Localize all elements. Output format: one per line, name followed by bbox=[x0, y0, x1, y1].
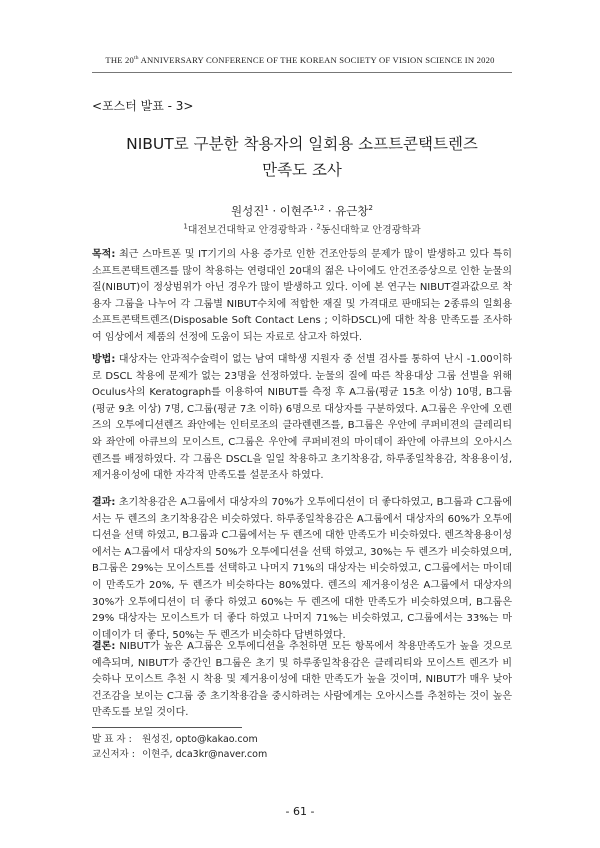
author-3: 유근창 bbox=[335, 204, 369, 218]
footnote-divider bbox=[92, 727, 242, 728]
author-1: 원성진 bbox=[231, 204, 265, 218]
author-1-affil: 1 bbox=[264, 204, 269, 213]
author-2: 이현주 bbox=[279, 204, 314, 218]
title-line-1: NIBUT로 구분한 착용자의 일회용 소프트콘택트렌즈 bbox=[126, 135, 478, 153]
header-divider bbox=[92, 72, 512, 73]
section-conclusion bbox=[92, 639, 512, 722]
affil-2-mark: 2 bbox=[316, 222, 321, 231]
presenter-label: 발 표 자 : bbox=[92, 734, 135, 745]
presenter-row bbox=[92, 732, 267, 747]
corresponding-author-row bbox=[92, 747, 267, 762]
section-purpose-heading: 목적: bbox=[92, 249, 116, 260]
section-conclusion-heading: 결론: bbox=[92, 641, 116, 652]
affiliations bbox=[92, 221, 512, 236]
presenter-value: 원성진, opto@kakao.com bbox=[142, 734, 258, 745]
section-result bbox=[92, 495, 512, 644]
author-separator-1: · bbox=[268, 204, 280, 218]
section-result-heading: 결과: bbox=[92, 497, 116, 508]
paper-title bbox=[92, 131, 512, 183]
affil-1-mark: 1 bbox=[183, 222, 188, 231]
section-purpose bbox=[92, 247, 512, 347]
conference-header bbox=[0, 55, 600, 65]
header-text-start: THE 20 bbox=[105, 55, 135, 65]
author-3-affil: 2 bbox=[368, 204, 373, 213]
affil-2: 동신대학교 안경광학과 bbox=[320, 225, 421, 236]
title-line-2: 만족도 조사 bbox=[262, 161, 342, 179]
section-method-text: 대상자는 안과적수술력이 없는 남여 대학생 지원자 중 선별 검사를 통하여 난시 -1.00이하로 DSCL 착용에 문제가 없는 23명을 선정하였다. 눈물의 질에 따른 착용대상 그룹 선별을 위해 Oculus사의 Keratograph를 이용하여 NIBUT를 측정 후 A그룹(평균 15초 이상) 10명, B그룹(평균 9초 이상) 7명, C그룹(평균 7초 이하) 6명으로 대상자를 구분하였다. A그룹은 우안에 오렌즈의 오투에디션렌즈 좌안에는 인터로조의 클라렌렌즈를, B그룹은 우안에 쿠퍼비젼의 클레리티와 좌안에 아큐브의 모이스트, C그룹은 우안에 쿠퍼비젼의 마이데이 좌안에 아큐브의 오아시스 렌즈를 배정하였다. 각 그룹은 DSCL을 일일 착용하고 초기착용감, 하루종일착용감, 착용용이성, 제거용이성에 대한 자각적 만족도를 설문조사 하였다. bbox=[92, 354, 512, 482]
section-method bbox=[92, 352, 512, 485]
affil-1: 대전보건대학교 안경광학과 · bbox=[187, 225, 317, 236]
section-conclusion-text: NIBUT가 높은 A그룹은 오투에디션을 추천하면 모든 항목에서 착용만족도가 높을 것으로 예측되며, NIBUT가 중간인 B그룹은 초기 및 하루종일착용감은 클레리티와 모이스트 렌즈가 비슷하나 모이스트 추천 시 착용 및 제거용이성에 대한 만족도가 높을 것이며, NIBUT가 매우 낮아 건조감을 보이는 C그룹 중 초기착용감을 중시하려는 사람에게는 오아시스를 추천하는 것이 높은 만족도를 보일 것이다. bbox=[92, 641, 512, 719]
author-separator-2: · bbox=[324, 204, 336, 218]
section-purpose-text: 최근 스마트폰 및 IT기기의 사용 증가로 인한 건조안등의 문제가 많이 발생하고 있다 특히 소프트콘택트렌즈를 많이 착용하는 연령대인 20대의 젊은 나이에도 안건조증상으로 인한 눈물의 질(NIBUT)이 정상범위가 아닌 경우가 많이 발생하고 있다. 이에 본 연구는 NIBUT결과값으로 착용자 그룹을 나누어 각 그룹별 NIBUT수치에 적합한 재질 및 가격대로 판매되는 2종류의 일회용소프트콘택트렌즈(Disposable Soft Contact Lens ; 이하DSCL)에 대한 착용 만족도를 조사하여 임상에서 제품의 선정에 도움이 되는 자료로 삼고자 하였다. bbox=[92, 249, 512, 343]
header-ordinal-suffix: th bbox=[134, 55, 139, 62]
poster-number: <포스터 발표 - 3> bbox=[92, 99, 194, 113]
header-text-end: ANNIVERSARY CONFERENCE OF THE KOREAN SOCIETY OF VISION SCIENCE IN 2020 bbox=[138, 55, 495, 65]
page-number: - 61 - bbox=[285, 805, 315, 818]
author-2-affil: 1,2 bbox=[313, 204, 325, 213]
contact-info bbox=[92, 732, 267, 762]
corresponding-label: 교신저자 : bbox=[92, 749, 138, 760]
author-list bbox=[92, 203, 512, 219]
section-method-heading: 방법: bbox=[92, 354, 116, 365]
corresponding-value: 이현주, dca3kr@naver.com bbox=[142, 749, 268, 760]
section-result-text: 초기착용감은 A그룹에서 대상자의 70%가 오투에디션이 더 좋다하였고, B그룹과 C그룹에서는 두 렌즈의 초기착용감은 비슷하였다. 하루종일착용감은 A그룹에서 대상자의 60%가 오투에디션을 선택 하였고, B그룹과 C그룹에서는 두 렌즈에 대한 만족도가 비슷하였다. 렌즈착용용이성에서는 A그룹에서 대상자의 50%가 오투에디션을 선택 하였고, 30%는 두 렌즈가 비슷하였으며, B그룹은 29%는 모이스트를 선택하고 나머지 71%의 대상자는 비슷하였고, C그룹에서는 마이데이 만족도가 20%, 두 렌즈가 비슷하다는 80%였다. 렌즈의 제거용이성은 A그룹에서 대상자의 30%가 오투에디션이 더 좋다 하였고 60%는 두 렌즈에 대한 만족도가 비슷하였으며, B그룹은 29% 대상자는 모이스트가 더 좋다 하였고 나머지 71%는 비슷하였고, C그룹에서는 33%는 마이데이가 더 좋다, 50%는 두 렌즈가 비슷하다 답변하였다. bbox=[92, 497, 512, 641]
